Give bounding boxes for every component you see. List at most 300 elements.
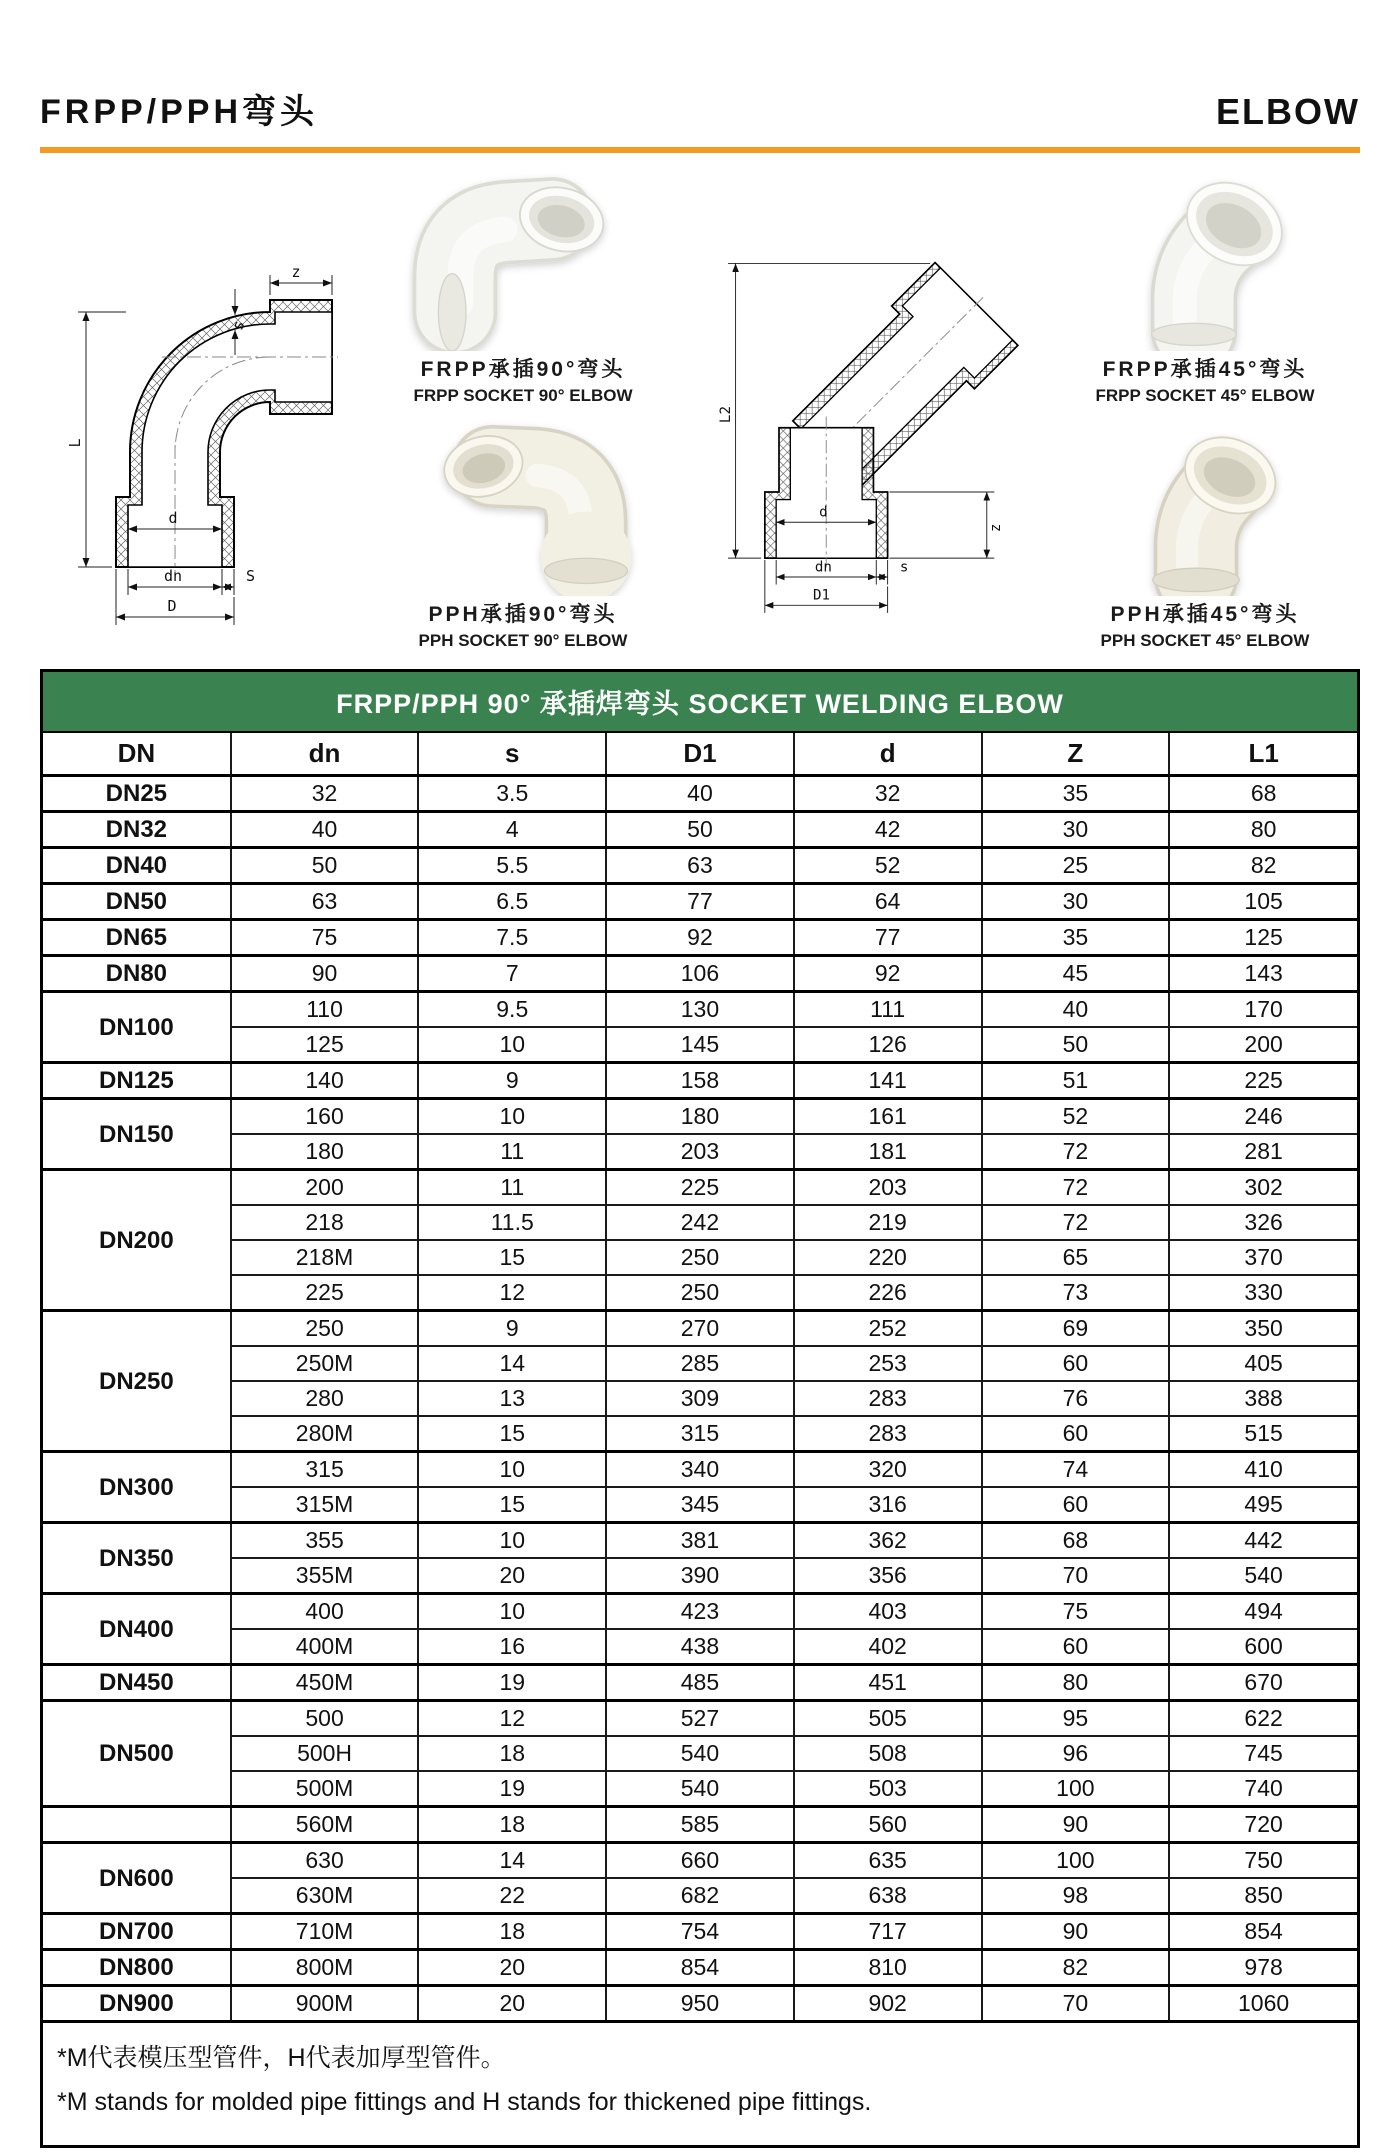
table-cell: 203 (606, 1134, 794, 1170)
dn-group-cell: DN32 (43, 812, 231, 848)
table-cell: 35 (982, 776, 1170, 812)
table-row (43, 1771, 1357, 1807)
table-cell: 750 (1169, 1843, 1357, 1879)
table-row (43, 1452, 1357, 1488)
table-cell: 451 (794, 1665, 982, 1701)
table-cell: 181 (794, 1134, 982, 1170)
table-cell: 65 (982, 1240, 1170, 1275)
table-cell: 540 (1169, 1558, 1357, 1594)
column-header-L1: L1 (1169, 733, 1357, 776)
table-cell: 630M (231, 1878, 419, 1914)
table-cell: 30 (982, 884, 1170, 920)
table-cell: 3.5 (418, 776, 606, 812)
dn-group-cell: DN40 (43, 848, 231, 884)
table-row (43, 1027, 1357, 1063)
table-cell: 540 (606, 1736, 794, 1771)
table-cell: 390 (606, 1558, 794, 1594)
table-row (43, 1523, 1357, 1559)
dim-label-L2: L2 (717, 406, 734, 424)
table-cell: 309 (606, 1381, 794, 1416)
table-row (43, 1063, 1357, 1099)
product-name-en: FRPP SOCKET 45° ELBOW (1095, 385, 1315, 405)
table-cell: 4 (418, 812, 606, 848)
table-cell: 219 (794, 1205, 982, 1240)
table-row (43, 1381, 1357, 1416)
table-cell: 141 (794, 1063, 982, 1099)
table-row (43, 1416, 1357, 1452)
table-cell: 402 (794, 1629, 982, 1665)
table-row (43, 1629, 1357, 1665)
table-row (43, 920, 1357, 956)
table-cell: 15 (418, 1487, 606, 1523)
table-cell: 30 (982, 812, 1170, 848)
dn-group-cell: DN125 (43, 1063, 231, 1099)
table-cell: 80 (1169, 812, 1357, 848)
table-cell: 45 (982, 956, 1170, 992)
table-cell: 25 (982, 848, 1170, 884)
table-cell: 40 (606, 776, 794, 812)
table-cell: 250 (606, 1240, 794, 1275)
table-cell: 51 (982, 1063, 1170, 1099)
table-cell: 161 (794, 1099, 982, 1135)
dn-group-cell: DN350 (43, 1523, 231, 1594)
table-cell: 42 (794, 812, 982, 848)
table-cell: 585 (606, 1807, 794, 1843)
table-cell: 381 (606, 1523, 794, 1559)
table-row (43, 884, 1357, 920)
table-cell: 18 (418, 1807, 606, 1843)
technical-drawing-45-elbow (694, 167, 1034, 647)
dn-group-cell: DN250 (43, 1311, 231, 1452)
table-cell: 500M (231, 1771, 419, 1807)
table-cell: 622 (1169, 1701, 1357, 1737)
table-cell: 96 (982, 1736, 1170, 1771)
table-cell: 500H (231, 1736, 419, 1771)
spec-table-section (40, 669, 1360, 2148)
table-cell: 7.5 (418, 920, 606, 956)
table-cell: 106 (606, 956, 794, 992)
table-cell: 40 (231, 812, 419, 848)
table-cell: 72 (982, 1170, 1170, 1206)
table-row (43, 1346, 1357, 1381)
table-cell: 10 (418, 1523, 606, 1559)
table-cell: 11.5 (418, 1205, 606, 1240)
table-cell: 140 (231, 1063, 419, 1099)
table-cell: 12 (418, 1701, 606, 1737)
table-cell: 52 (794, 848, 982, 884)
table-cell: 350 (1169, 1311, 1357, 1347)
table-cell: 19 (418, 1771, 606, 1807)
table-cell: 218 (231, 1205, 419, 1240)
dim-label-s45: s (899, 559, 909, 576)
column-header-dn: dn (231, 733, 419, 776)
product-label-pph-90 (419, 598, 628, 651)
dim-label-d45: d (819, 504, 828, 521)
table-cell: 560 (794, 1807, 982, 1843)
figures-section (40, 167, 1360, 661)
table-row (43, 1594, 1357, 1630)
table-cell: 50 (606, 812, 794, 848)
product-photo-pph-90-elbow (383, 416, 663, 596)
table-cell: 1060 (1169, 1986, 1357, 2021)
table-cell: 18 (418, 1736, 606, 1771)
table-cell: 20 (418, 1986, 606, 2021)
table-cell: 18 (418, 1914, 606, 1950)
product-label-frpp-45 (1095, 353, 1314, 406)
table-cell: 242 (606, 1205, 794, 1240)
dn-group-cell: DN800 (43, 1950, 231, 1986)
table-cell: 220 (794, 1240, 982, 1275)
table-notes (43, 2020, 1357, 2145)
table-cell: 280 (231, 1381, 419, 1416)
product-label-frpp-90 (413, 353, 632, 406)
table-cell: 330 (1169, 1275, 1357, 1311)
table-cell: 52 (982, 1099, 1170, 1135)
table-cell: 11 (418, 1134, 606, 1170)
table-cell: 15 (418, 1416, 606, 1452)
table-cell: 500 (231, 1701, 419, 1737)
table-title-bar: FRPP/PPH 90° 承插焊弯头 SOCKET WELDING ELBOW (43, 672, 1357, 733)
table-cell: 315 (606, 1416, 794, 1452)
table-row (43, 1701, 1357, 1737)
table-cell: 515 (1169, 1416, 1357, 1452)
table-cell: 68 (1169, 776, 1357, 812)
dn-group-cell: DN300 (43, 1452, 231, 1523)
table-cell: 5.5 (418, 848, 606, 884)
table-cell: 11 (418, 1170, 606, 1206)
table-cell: 710M (231, 1914, 419, 1950)
dim-label-z: z (291, 263, 301, 281)
table-cell: 70 (982, 1558, 1170, 1594)
product-name-zh: FRPP承插90°弯头 (420, 357, 626, 381)
table-cell: 720 (1169, 1807, 1357, 1843)
dim-label-dn: dn (163, 567, 183, 585)
page-title-zh: FRPP/PPH弯头 (40, 93, 319, 131)
table-cell: 50 (982, 1027, 1170, 1063)
table-row (43, 1134, 1357, 1170)
product-photo-frpp-90-elbow (383, 167, 663, 351)
table-cell: 10 (418, 1452, 606, 1488)
table-cell: 527 (606, 1701, 794, 1737)
table-cell: 508 (794, 1736, 982, 1771)
table-cell: 73 (982, 1275, 1170, 1311)
table-cell: 717 (794, 1914, 982, 1950)
table-cell: 315M (231, 1487, 419, 1523)
column-header-DN: DN (43, 733, 231, 776)
table-cell: 285 (606, 1346, 794, 1381)
table-cell: 92 (794, 956, 982, 992)
table-cell: 225 (1169, 1063, 1357, 1099)
table-cell: 105 (1169, 884, 1357, 920)
table-cell: 92 (606, 920, 794, 956)
table-cell: 754 (606, 1914, 794, 1950)
table-cell: 850 (1169, 1878, 1357, 1914)
table-body (43, 776, 1357, 2021)
table-cell: 82 (1169, 848, 1357, 884)
table-cell: 540 (606, 1771, 794, 1807)
page-header (40, 0, 1360, 153)
dim-label-L: L (66, 438, 84, 448)
table-cell: 126 (794, 1027, 982, 1063)
table-cell: 72 (982, 1205, 1170, 1240)
table-row (43, 1558, 1357, 1594)
elbow45-bell (765, 416, 888, 567)
table-cell: 170 (1169, 992, 1357, 1028)
table-cell: 60 (982, 1346, 1170, 1381)
table-cell: 355M (231, 1558, 419, 1594)
table-cell: 854 (1169, 1914, 1357, 1950)
table-cell: 9 (418, 1311, 606, 1347)
table-cell: 423 (606, 1594, 794, 1630)
table-cell: 560M (231, 1807, 419, 1843)
table-cell: 900M (231, 1986, 419, 2021)
dn-group-cell: DN80 (43, 956, 231, 992)
table-cell: 745 (1169, 1736, 1357, 1771)
table-cell: 225 (231, 1275, 419, 1311)
table-cell: 60 (982, 1416, 1170, 1452)
table-cell: 950 (606, 1986, 794, 2021)
table-cell: 340 (606, 1452, 794, 1488)
table-cell: 10 (418, 1594, 606, 1630)
table-cell: 75 (231, 920, 419, 956)
dn-group-cell: DN25 (43, 776, 231, 812)
table-cell: 100 (982, 1843, 1170, 1879)
table-cell: 635 (794, 1843, 982, 1879)
table-row (43, 1311, 1357, 1347)
table-row (43, 1099, 1357, 1135)
table-cell: 68 (982, 1523, 1170, 1559)
table-cell: 180 (231, 1134, 419, 1170)
table-cell: 250M (231, 1346, 419, 1381)
table-cell: 20 (418, 1558, 606, 1594)
table-row (43, 956, 1357, 992)
dn-group-cell: DN150 (43, 1099, 231, 1170)
table-cell: 60 (982, 1629, 1170, 1665)
dim-label-D1: D1 (812, 587, 831, 604)
table-cell: 110 (231, 992, 419, 1028)
technical-drawing-90-elbow (40, 167, 340, 647)
table-cell: 252 (794, 1311, 982, 1347)
table-cell: 9.5 (418, 992, 606, 1028)
table-row (43, 1275, 1357, 1311)
dim-label-s: s (228, 317, 249, 333)
product-name-en: PPH SOCKET 90° ELBOW (418, 631, 628, 650)
table-row (43, 992, 1357, 1028)
product-name-zh: FRPP承插45°弯头 (1102, 357, 1308, 381)
table-cell: 345 (606, 1487, 794, 1523)
dn-group-cell: DN400 (43, 1594, 231, 1665)
table-cell: 12 (418, 1275, 606, 1311)
table-cell: 902 (794, 1986, 982, 2021)
table-cell: 90 (982, 1807, 1170, 1843)
table-cell: 400 (231, 1594, 419, 1630)
table-cell: 19 (418, 1665, 606, 1701)
table-cell: 72 (982, 1134, 1170, 1170)
table-cell: 40 (982, 992, 1170, 1028)
table-cell: 405 (1169, 1346, 1357, 1381)
table-cell: 98 (982, 1878, 1170, 1914)
table-cell: 125 (231, 1027, 419, 1063)
table-row (43, 776, 1357, 812)
product-photo-frpp-45-elbow (1065, 167, 1345, 351)
table-header-row (43, 733, 1357, 776)
table-cell: 315 (231, 1452, 419, 1488)
table-cell: 35 (982, 920, 1170, 956)
table-row (43, 848, 1357, 884)
table-cell: 810 (794, 1950, 982, 1986)
table-cell: 250 (606, 1275, 794, 1311)
table-cell: 326 (1169, 1205, 1357, 1240)
product-photo-pph-45-elbow (1065, 416, 1345, 596)
note-zh: *M代表模压型管件，H代表加厚型管件。 (57, 2044, 506, 2072)
dim-label-D: D (167, 597, 177, 615)
table-cell: 283 (794, 1381, 982, 1416)
table-cell: 111 (794, 992, 982, 1028)
table-cell: 854 (606, 1950, 794, 1986)
table-cell: 660 (606, 1843, 794, 1879)
table-cell: 226 (794, 1275, 982, 1311)
table-cell: 80 (982, 1665, 1170, 1701)
table-cell: 70 (982, 1986, 1170, 2021)
dn-group-cell: DN450 (43, 1665, 231, 1701)
table-cell: 95 (982, 1701, 1170, 1737)
spec-table (43, 733, 1357, 2020)
note-en: *M stands for molded pipe fittings and H stands for thickened pipe fittings. (57, 2087, 872, 2116)
page-title-en: ELBOW (1216, 91, 1360, 132)
table-cell: 20 (418, 1950, 606, 1986)
table-cell: 75 (982, 1594, 1170, 1630)
table-cell: 740 (1169, 1771, 1357, 1807)
table-row (43, 1170, 1357, 1206)
table-cell: 90 (982, 1914, 1170, 1950)
column-header-d: d (794, 733, 982, 776)
table-cell: 13 (418, 1381, 606, 1416)
table-cell: 403 (794, 1594, 982, 1630)
table-cell: 158 (606, 1063, 794, 1099)
table-cell: 15 (418, 1240, 606, 1275)
column-header-Z: Z (982, 733, 1170, 776)
dn-group-cell: DN200 (43, 1170, 231, 1311)
table-cell: 438 (606, 1629, 794, 1665)
table-cell: 203 (794, 1170, 982, 1206)
table-cell: 200 (231, 1170, 419, 1206)
table-row (43, 1205, 1357, 1240)
dn-group-cell: DN900 (43, 1986, 231, 2021)
table-cell: 69 (982, 1311, 1170, 1347)
dn-group-cell: DN500 (43, 1701, 231, 1807)
table-cell: 316 (794, 1487, 982, 1523)
table-cell: 6.5 (418, 884, 606, 920)
table-cell: 495 (1169, 1487, 1357, 1523)
table-cell: 14 (418, 1346, 606, 1381)
table-cell: 7 (418, 956, 606, 992)
dn-group-cell: DN100 (43, 992, 231, 1063)
table-cell: 125 (1169, 920, 1357, 956)
table-cell: 800M (231, 1950, 419, 1986)
table-cell: 302 (1169, 1170, 1357, 1206)
table-row (43, 1665, 1357, 1701)
dim-label-dn45: dn (814, 559, 832, 576)
photo-column-45 (1060, 167, 1350, 661)
table-cell: 64 (794, 884, 982, 920)
table-cell: 283 (794, 1416, 982, 1452)
product-name-zh: PPH承插90°弯头 (428, 603, 618, 626)
table-cell: 682 (606, 1878, 794, 1914)
product-name-en: PPH SOCKET 45° ELBOW (1100, 631, 1310, 650)
table-cell: 16 (418, 1629, 606, 1665)
table-cell: 280M (231, 1416, 419, 1452)
dn-group-cell (43, 1807, 231, 1843)
table-cell: 356 (794, 1558, 982, 1594)
table-cell: 218M (231, 1240, 419, 1275)
table-cell: 670 (1169, 1665, 1357, 1701)
table-cell: 9 (418, 1063, 606, 1099)
table-row (43, 1487, 1357, 1523)
table-cell: 82 (982, 1950, 1170, 1986)
table-cell: 225 (606, 1170, 794, 1206)
product-name-zh: PPH承插45°弯头 (1110, 603, 1300, 626)
table-cell: 160 (231, 1099, 419, 1135)
dn-group-cell: DN700 (43, 1914, 231, 1950)
table-row (43, 1843, 1357, 1879)
table-cell: 32 (231, 776, 419, 812)
table-cell: 485 (606, 1665, 794, 1701)
table-cell: 130 (606, 992, 794, 1028)
dn-group-cell: DN600 (43, 1843, 231, 1914)
table-cell: 355 (231, 1523, 419, 1559)
table-cell: 505 (794, 1701, 982, 1737)
table-row (43, 1240, 1357, 1275)
table-cell: 250 (231, 1311, 419, 1347)
table-cell: 10 (418, 1099, 606, 1135)
table-row (43, 1807, 1357, 1843)
table-row (43, 812, 1357, 848)
table-cell: 145 (606, 1027, 794, 1063)
table-cell: 77 (794, 920, 982, 956)
table-cell: 100 (982, 1771, 1170, 1807)
table-cell: 630 (231, 1843, 419, 1879)
table-cell: 60 (982, 1487, 1170, 1523)
dim-label-d: d (168, 509, 178, 527)
column-header-s: s (418, 733, 606, 776)
table-row (43, 1986, 1357, 2021)
table-cell: 77 (606, 884, 794, 920)
table-cell: 600 (1169, 1629, 1357, 1665)
table-cell: 362 (794, 1523, 982, 1559)
dn-group-cell: DN65 (43, 920, 231, 956)
table-cell: 978 (1169, 1950, 1357, 1986)
table-cell: 638 (794, 1878, 982, 1914)
table-cell: 246 (1169, 1099, 1357, 1135)
table-cell: 14 (418, 1843, 606, 1879)
table-cell: 270 (606, 1311, 794, 1347)
column-header-D1: D1 (606, 733, 794, 776)
table-row (43, 1736, 1357, 1771)
table-row (43, 1950, 1357, 1986)
table-cell: 90 (231, 956, 419, 992)
table-cell: 370 (1169, 1240, 1357, 1275)
table-cell: 281 (1169, 1134, 1357, 1170)
table-cell: 32 (794, 776, 982, 812)
table-cell: 450M (231, 1665, 419, 1701)
table-cell: 400M (231, 1629, 419, 1665)
table-cell: 143 (1169, 956, 1357, 992)
photo-column-90 (378, 167, 668, 661)
table-cell: 503 (794, 1771, 982, 1807)
table-cell: 410 (1169, 1452, 1357, 1488)
table-cell: 388 (1169, 1381, 1357, 1416)
table-cell: 320 (794, 1452, 982, 1488)
